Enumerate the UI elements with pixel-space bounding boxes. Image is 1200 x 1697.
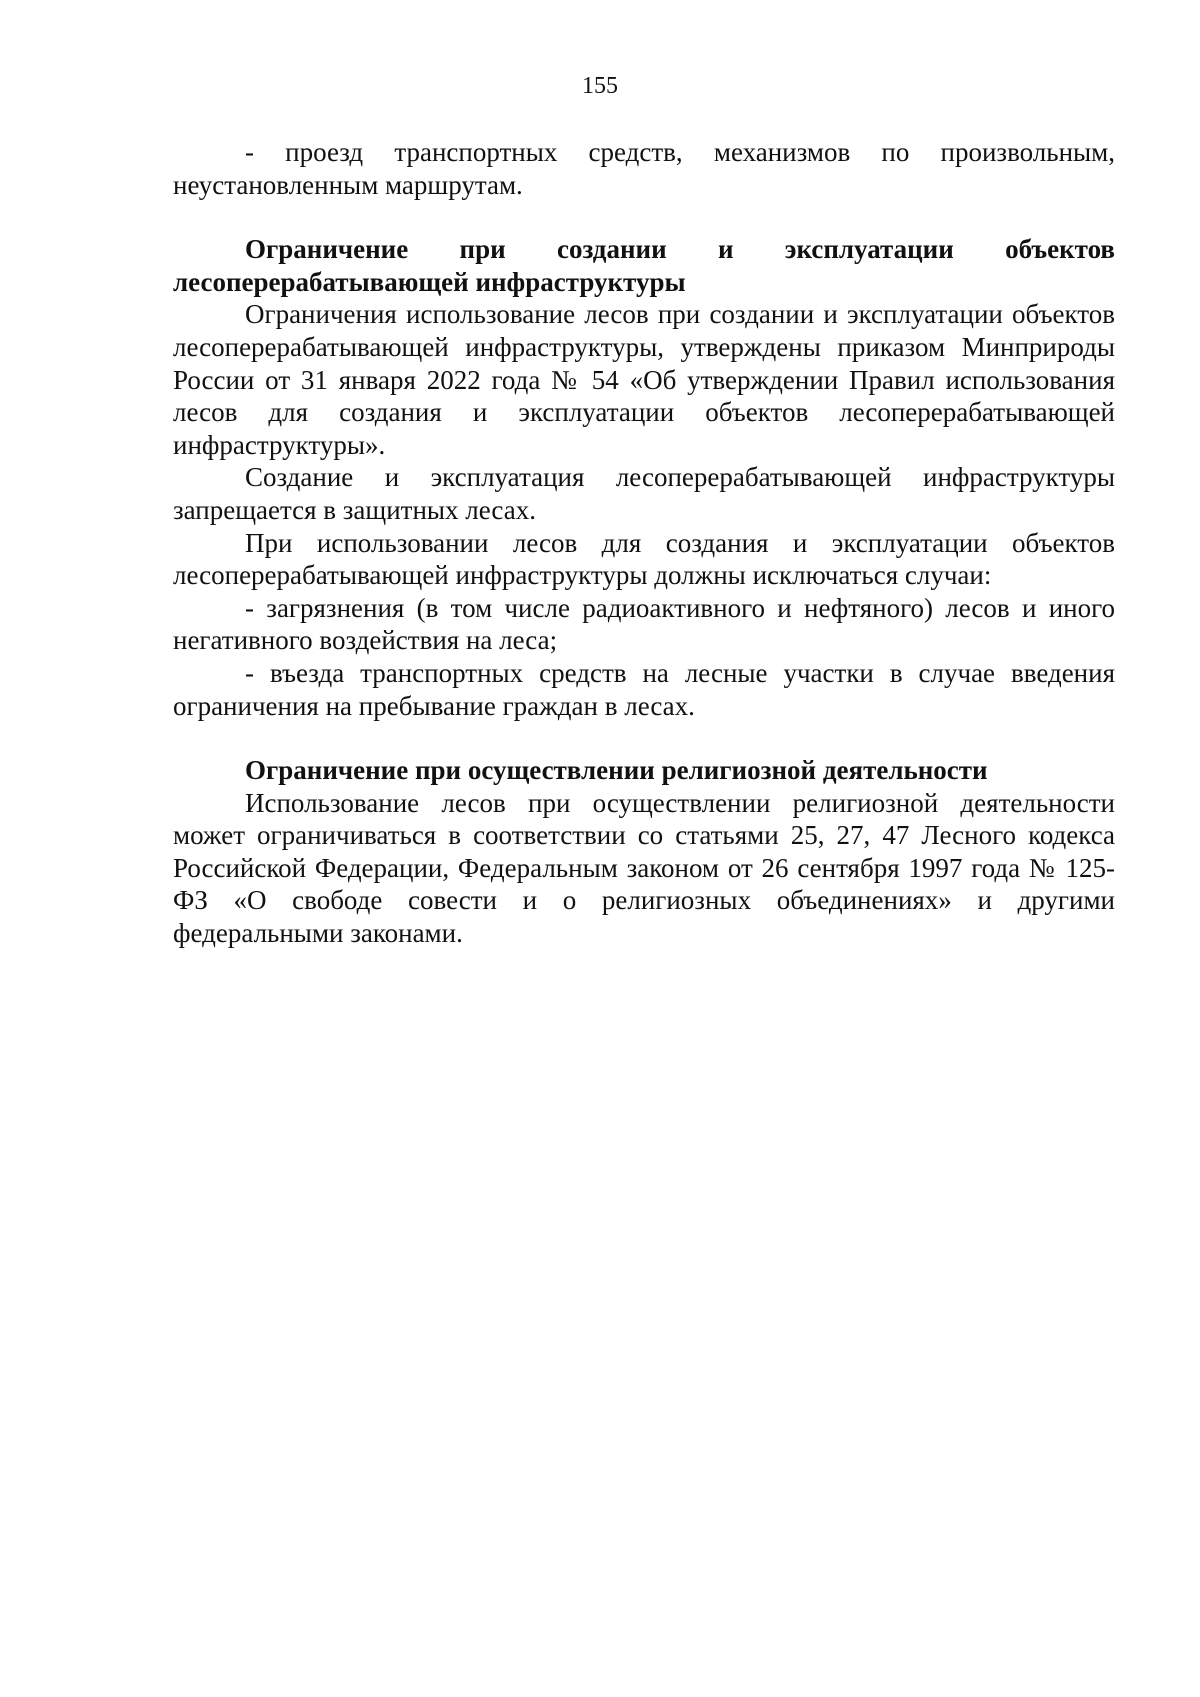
list-item-dash: - загрязнения (в том числе радиоактивного и нефтяного) лесов и иного негативного воздействия на леса; (173, 592, 1115, 656)
section-heading: Ограничение при осуществлении религиозной деятельности (245, 755, 988, 786)
section-heading: Ограничение при создании и эксплуатации объектов лесоперерабатывающей инфраструктуры (173, 234, 1115, 297)
paragraph: Использование лесов при осуществлении религиозной деятельности может ограничиваться в соответствии со статьями 25, 27, 47 Лесного кодекса Российской Федерации, Федеральным законом от 26 сентября 1997 года № 125-ФЗ «О свободе совести и о религиозных объединениях» и другими федеральными законами. (173, 787, 1115, 949)
paragraph: При использовании лесов для создания и эксплуатации объектов лесоперерабатывающей инфраструктуры должны исключаться случаи: (173, 527, 1115, 591)
page-number: 155 (582, 73, 618, 99)
section-gap (173, 722, 1115, 754)
section-gap (173, 201, 1115, 233)
list-item-dash: - проезд транспортных средств, механизмов по произвольным, неустановленным маршрутам. (173, 137, 1115, 200)
list-item-dash: - въезда транспортных средств на лесные участки в случае введения ограничения на пребывание граждан в лесах. (173, 657, 1115, 721)
paragraph: Ограничения использование лесов при создании и эксплуатации объектов лесоперерабатывающей инфраструктуры, утверждены приказом Минприроды России от 31 января 2022 года № 54 «Об утверждении Правил использования лесов для создания и эксплуатации объектов лесоперерабатывающей инфраструктуры». (173, 299, 1115, 460)
document-body (173, 136, 1115, 950)
paragraph: Создание и эксплуатация лесоперерабатывающей инфраструктуры запрещается в защитных лесах. (173, 462, 1115, 525)
